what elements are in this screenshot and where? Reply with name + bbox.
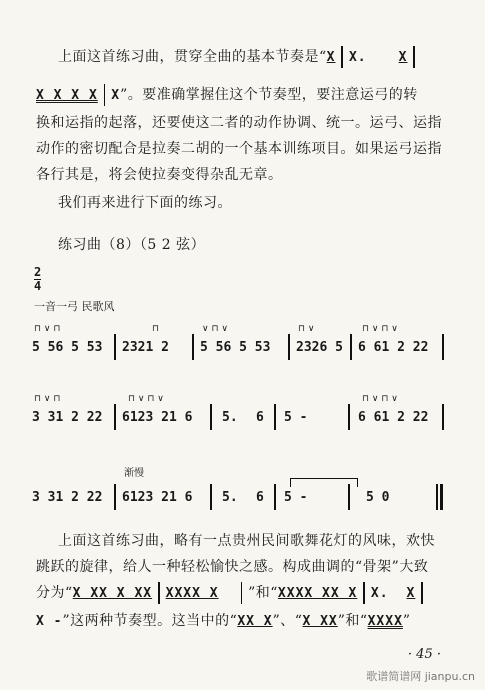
bow-mark: ⊓ ∨ bbox=[298, 324, 315, 334]
rhythm-notation: X XX X XX bbox=[72, 586, 153, 601]
measure: 2321 2 bbox=[122, 340, 169, 355]
page-number: · 45 · bbox=[407, 647, 441, 662]
bar-line bbox=[363, 582, 365, 604]
bar-line bbox=[104, 84, 106, 106]
rhythm-notation: X bbox=[111, 88, 121, 103]
rhythm-notation: X X X X bbox=[36, 88, 98, 103]
bar-line bbox=[210, 484, 212, 510]
measure: 5. bbox=[222, 490, 238, 505]
measure: 6 61 2 22 bbox=[358, 410, 429, 425]
time-signature-top: 2 bbox=[34, 265, 42, 279]
paragraph-3-line-3 bbox=[36, 580, 429, 607]
paragraph-1-line-1 bbox=[58, 44, 421, 71]
bar-line bbox=[341, 46, 343, 68]
rhythm-notation: X XX bbox=[302, 614, 338, 629]
measure: 2326 5 bbox=[296, 340, 343, 355]
measure: 5 - bbox=[284, 490, 308, 505]
rhythm-notation: XXXX bbox=[367, 614, 403, 629]
bar-line bbox=[274, 404, 276, 430]
bar-line bbox=[192, 334, 194, 360]
text: ”、“ bbox=[272, 613, 303, 629]
bar-line bbox=[436, 484, 438, 510]
bar-line bbox=[421, 582, 423, 604]
bow-mark: ⊓ ∨ ⊓ ∨ bbox=[128, 394, 164, 404]
bow-mark: ⊓ ∨ ⊓ ∨ bbox=[362, 394, 398, 404]
bow-mark: ⊓ ∨ ⊓ bbox=[34, 324, 61, 334]
paragraph-1-line-5: 各行其是，将会使拉奏变得杂乱无章。 bbox=[36, 167, 283, 183]
bow-mark: ⊓ ∨ ⊓ ∨ bbox=[362, 324, 398, 334]
rhythm-notation: X. bbox=[370, 586, 389, 601]
bar-line bbox=[348, 404, 350, 430]
watermark: 歌谱简谱网 jianpu.cn bbox=[366, 670, 475, 683]
bar-line bbox=[348, 484, 350, 510]
rhythm-notation: X. bbox=[348, 50, 367, 65]
paragraph-1-line-4: 动作的密切配合是拉奏二胡的一个基本训练项目。如果运弓运指 bbox=[36, 141, 442, 157]
measure: 3 31 2 22 bbox=[32, 490, 103, 505]
time-signature bbox=[34, 266, 41, 293]
measure: 3 31 2 22 bbox=[32, 410, 103, 425]
paragraph-3-line-1: 上面这首练习曲，略有一点贵州民间歌舞花灯的风味，欢快 bbox=[58, 533, 435, 549]
measure: 6 61 2 22 bbox=[358, 340, 429, 355]
expression-marking: 渐慢 bbox=[124, 468, 144, 479]
time-signature-bottom: 4 bbox=[34, 279, 42, 293]
rhythm-notation: XXXX X bbox=[165, 586, 219, 601]
volta-bracket bbox=[290, 478, 358, 487]
bar-line bbox=[114, 484, 116, 510]
score-row-2 bbox=[32, 394, 447, 454]
measure: 6 bbox=[256, 410, 264, 425]
bow-mark: ⊓ ∨ ⊓ bbox=[34, 394, 61, 404]
text: ” bbox=[402, 613, 411, 629]
bar-line bbox=[442, 334, 444, 360]
bar-line bbox=[442, 404, 444, 430]
measure: 6123 21 6 bbox=[122, 410, 193, 425]
text: ”这两种节奏型。这当中的“ bbox=[62, 613, 238, 629]
paragraph-3-line-2: 跳跃的旋律，给人一种轻松愉快之感。构成曲调的“骨架”大致 bbox=[36, 559, 429, 575]
paragraph-2: 我们再来进行下面的练习。 bbox=[58, 195, 232, 211]
rhythm-notation: XX X bbox=[237, 614, 273, 629]
bow-mark: ⊓ bbox=[152, 324, 160, 334]
score-row-1 bbox=[32, 318, 447, 378]
rhythm-notation: XXXX XX X bbox=[277, 586, 358, 601]
paragraph-3-line-4 bbox=[36, 608, 411, 635]
measure: 5 0 bbox=[366, 490, 390, 505]
measure: 5 56 5 53 bbox=[32, 340, 103, 355]
final-bar-line bbox=[440, 484, 443, 510]
measure: 6123 21 6 bbox=[122, 490, 193, 505]
text: ”和“ bbox=[337, 613, 368, 629]
measure: 5. bbox=[222, 410, 238, 425]
bar-line bbox=[210, 404, 212, 430]
measure: 5 - bbox=[284, 410, 308, 425]
bar-line bbox=[413, 46, 415, 68]
text: ”和“ bbox=[248, 585, 278, 601]
bar-line bbox=[274, 484, 276, 510]
bar-line bbox=[114, 404, 116, 430]
paragraph-1-line-3: 换和运指的起落，还要使这二者的动作协调、统一。运弓、运指 bbox=[36, 115, 442, 131]
bar-line bbox=[350, 334, 352, 360]
exercise-title: 练习曲（8）（5 2 弦） bbox=[58, 237, 206, 253]
text: 分为“ bbox=[36, 585, 73, 601]
text: 上面这首练习曲，贯穿全曲的基本节奏是“ bbox=[58, 49, 327, 65]
measure: 5 56 5 53 bbox=[200, 340, 271, 355]
rhythm-notation: X bbox=[406, 586, 416, 601]
score-row-3 bbox=[32, 474, 447, 534]
bar-line bbox=[288, 334, 290, 360]
bar-line bbox=[241, 582, 243, 604]
bar-line bbox=[114, 334, 116, 360]
text: ”。要准确掌握住这个节奏型，要注意运弓的转 bbox=[120, 87, 418, 103]
rhythm-notation: X bbox=[326, 50, 336, 65]
tempo-marking: 一音一弓 民歌风 bbox=[34, 300, 115, 313]
rhythm-notation: X - bbox=[36, 614, 63, 629]
bar-line bbox=[158, 582, 160, 604]
paragraph-1-line-2 bbox=[36, 82, 418, 109]
bow-mark: ∨ ⊓ ∨ bbox=[202, 324, 228, 334]
measure: 6 bbox=[256, 490, 264, 505]
rhythm-notation: X bbox=[398, 50, 408, 65]
